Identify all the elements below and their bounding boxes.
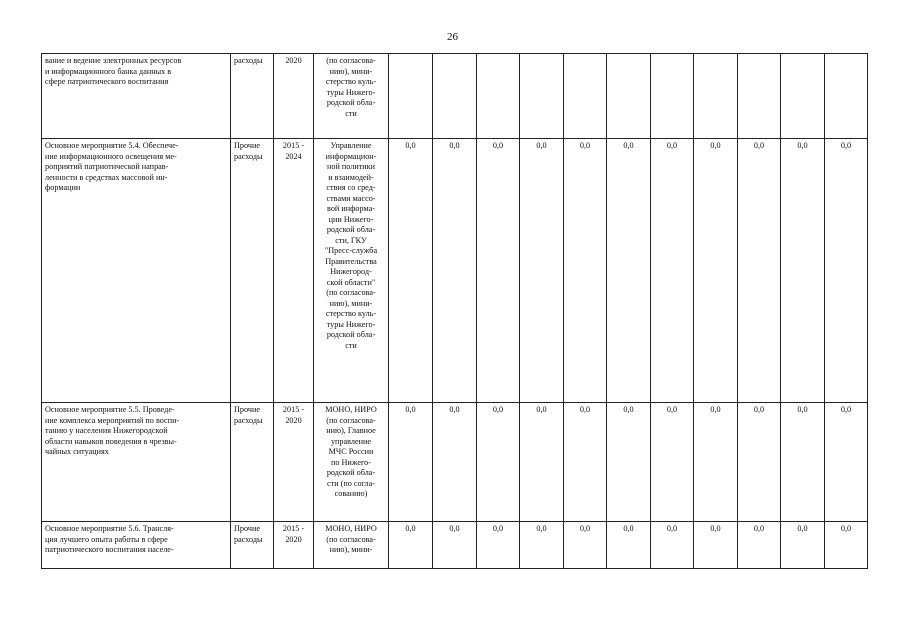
executor-cell-line: ской области" bbox=[326, 277, 376, 287]
activity-name-cell-line: танию у населения Нижегородской bbox=[45, 426, 168, 435]
value-cell: 0,0 bbox=[433, 403, 477, 522]
period-cell-line: 2015 - bbox=[282, 141, 305, 150]
executor-cell-line: туры Нижего- bbox=[326, 319, 376, 329]
value-cell: 0,0 bbox=[520, 139, 564, 403]
executor-cell-line: и взаимодей- bbox=[328, 172, 374, 182]
funding-source-cell-line: Прочие bbox=[234, 141, 261, 150]
executor-cell-line: (по согласова- bbox=[326, 415, 376, 425]
executor-cell-line: управление bbox=[330, 436, 372, 446]
executor-cell-line: нию), мини- bbox=[329, 298, 373, 308]
activity-name-cell-line: формации bbox=[45, 183, 81, 192]
activity-name-cell-line: ние информационного освещения ме- bbox=[45, 151, 177, 161]
activity-name-cell-line: Основное мероприятие 5.5. Проведе- bbox=[45, 405, 175, 414]
value-cell: 0,0 bbox=[738, 139, 781, 403]
activity-name-cell-line: чайных ситуациях bbox=[45, 447, 109, 456]
executor-cell bbox=[314, 54, 389, 139]
value-cell: 0,0 bbox=[564, 139, 607, 403]
executor-cell-line: сти (по согла- bbox=[326, 478, 375, 488]
executor-cell-line: Нижегород- bbox=[330, 267, 372, 276]
value-cell bbox=[389, 54, 433, 139]
value-cell bbox=[825, 54, 868, 139]
executor-cell-line: родской обла- bbox=[326, 225, 376, 234]
activity-name-cell-line: патриотического воспитания населе- bbox=[45, 545, 174, 554]
value-cell: 0,0 bbox=[520, 403, 564, 522]
page-number: 26 bbox=[447, 31, 458, 43]
executor-cell-line: стерство куль- bbox=[325, 77, 377, 86]
value-cell bbox=[781, 54, 825, 139]
activity-name-cell-line: роприятий патриотической направ- bbox=[45, 162, 169, 171]
executor-cell-line: сти bbox=[345, 108, 357, 118]
executor-cell-line: Управление bbox=[330, 141, 372, 150]
executor-cell-line: родской обла- bbox=[326, 330, 376, 339]
value-cell: 0,0 bbox=[651, 522, 694, 569]
executor-cell-line: нию), Главное bbox=[326, 426, 376, 435]
activity-name-cell-line: и информационного банка данных в bbox=[45, 66, 172, 76]
funding-source-cell-line: расходы bbox=[234, 534, 263, 544]
executor-cell-line: сованию) bbox=[334, 489, 368, 498]
activity-name-cell bbox=[42, 403, 231, 522]
value-cell: 0,0 bbox=[607, 403, 651, 522]
value-cell bbox=[520, 54, 564, 139]
value-cell: 0,0 bbox=[694, 139, 738, 403]
value-cell: 0,0 bbox=[477, 139, 520, 403]
funding-source-cell-line: Прочие bbox=[234, 405, 261, 414]
executor-cell-line: информацион- bbox=[325, 151, 377, 161]
executor-cell-line: "Пресс-служба bbox=[324, 246, 378, 255]
executor-cell-line: Правительства bbox=[325, 256, 377, 266]
value-cell: 0,0 bbox=[520, 522, 564, 569]
value-cell: 0,0 bbox=[389, 139, 433, 403]
activity-name-cell-line: ние комплекса мероприятий по воспи- bbox=[45, 415, 180, 425]
value-cell bbox=[433, 54, 477, 139]
executor-cell-line: вой информа- bbox=[327, 204, 375, 213]
period-cell bbox=[274, 403, 314, 522]
period-cell-line: 2024 bbox=[285, 151, 302, 161]
executor-cell-line: нию), мини- bbox=[329, 545, 373, 554]
executor-cell-line: МЧС России bbox=[328, 447, 374, 456]
executor-cell bbox=[314, 403, 389, 522]
period-cell-line: 2020 bbox=[285, 415, 302, 425]
executor-cell-line: сти, ГКУ bbox=[335, 235, 367, 245]
value-cell: 0,0 bbox=[477, 522, 520, 569]
period-cell-line: 2020 bbox=[285, 534, 302, 544]
executor-cell-line: МОНО, НИРО bbox=[325, 405, 377, 414]
value-cell bbox=[694, 54, 738, 139]
value-cell: 0,0 bbox=[607, 522, 651, 569]
period-cell-line: 2015 - bbox=[282, 405, 305, 414]
period-cell bbox=[274, 54, 314, 139]
value-cell: 0,0 bbox=[477, 403, 520, 522]
value-cell: 0,0 bbox=[738, 403, 781, 522]
value-cell: 0,0 bbox=[433, 522, 477, 569]
executor-cell-line: по Нижего- bbox=[331, 457, 371, 467]
value-cell: 0,0 bbox=[564, 403, 607, 522]
table-row bbox=[42, 139, 868, 403]
value-cell: 0,0 bbox=[825, 139, 868, 403]
executor-cell-line: стерство куль- bbox=[325, 309, 377, 318]
value-cell: 0,0 bbox=[781, 522, 825, 569]
value-cell: 0,0 bbox=[389, 522, 433, 569]
funding-source-cell bbox=[231, 522, 274, 569]
period-cell-line: 2020 bbox=[285, 56, 302, 65]
funding-source-cell bbox=[231, 139, 274, 403]
value-cell: 0,0 bbox=[651, 403, 694, 522]
value-cell bbox=[477, 54, 520, 139]
value-cell bbox=[607, 54, 651, 139]
executor-cell-line: (по согласова- bbox=[326, 56, 376, 65]
funding-source-cell-line: расходы bbox=[234, 151, 263, 161]
executor-cell bbox=[314, 522, 389, 569]
funding-source-cell-line: расходы bbox=[234, 56, 263, 65]
executor-cell-line: МОНО, НИРО bbox=[325, 524, 377, 533]
value-cell: 0,0 bbox=[738, 522, 781, 569]
value-cell: 0,0 bbox=[781, 403, 825, 522]
activity-name-cell-line: Основное мероприятие 5.4. Обеспече- bbox=[45, 141, 179, 150]
executor-cell bbox=[314, 139, 389, 403]
value-cell: 0,0 bbox=[694, 403, 738, 522]
executor-cell-line: ствами массо- bbox=[326, 193, 376, 203]
activity-name-cell-line: вание и ведение электронных ресурсов bbox=[45, 56, 182, 65]
value-cell: 0,0 bbox=[607, 139, 651, 403]
executor-cell-line: ствия со сред- bbox=[326, 183, 376, 192]
program-activities-table bbox=[41, 53, 868, 569]
executor-cell-line: ции Нижего- bbox=[328, 214, 374, 224]
activity-name-cell-line: ция лучшего опыта работы в сфере bbox=[45, 534, 168, 544]
activity-name-cell-line: области навыков поведения в чрезвы- bbox=[45, 436, 177, 446]
activity-name-cell bbox=[42, 522, 231, 569]
value-cell: 0,0 bbox=[694, 522, 738, 569]
period-cell bbox=[274, 139, 314, 403]
activity-name-cell-line: ленности в средствах массовой ин- bbox=[45, 172, 168, 182]
activity-name-cell bbox=[42, 139, 231, 403]
executor-cell-line: ной политики bbox=[326, 162, 376, 171]
value-cell: 0,0 bbox=[781, 139, 825, 403]
activity-name-cell bbox=[42, 54, 231, 139]
executor-cell-line: (по согласова- bbox=[326, 288, 376, 297]
value-cell: 0,0 bbox=[564, 522, 607, 569]
period-cell bbox=[274, 522, 314, 569]
period-cell-line: 2015 - bbox=[282, 524, 305, 533]
funding-source-cell bbox=[231, 403, 274, 522]
value-cell bbox=[651, 54, 694, 139]
value-cell: 0,0 bbox=[433, 139, 477, 403]
funding-source-cell-line: расходы bbox=[234, 415, 263, 425]
executor-cell-line: нию), мини- bbox=[329, 66, 373, 76]
table-row bbox=[42, 54, 868, 139]
table-row bbox=[42, 522, 868, 569]
executor-cell-line: туры Нижего- bbox=[326, 87, 376, 97]
value-cell bbox=[564, 54, 607, 139]
activity-name-cell-line: Основное мероприятие 5.6. Трансля- bbox=[45, 524, 174, 533]
value-cell: 0,0 bbox=[825, 403, 868, 522]
funding-source-cell-line: Прочие bbox=[234, 524, 261, 533]
executor-cell-line: (по согласова- bbox=[326, 534, 376, 544]
value-cell: 0,0 bbox=[389, 403, 433, 522]
value-cell: 0,0 bbox=[651, 139, 694, 403]
executor-cell-line: сти bbox=[345, 340, 357, 350]
executor-cell-line: родской обла- bbox=[326, 98, 376, 107]
value-cell bbox=[738, 54, 781, 139]
executor-cell-line: родской обла- bbox=[326, 468, 376, 477]
funding-source-cell bbox=[231, 54, 274, 139]
table-row bbox=[42, 403, 868, 522]
activity-name-cell-line: сфере патриотического воспитания bbox=[45, 77, 169, 86]
value-cell: 0,0 bbox=[825, 522, 868, 569]
